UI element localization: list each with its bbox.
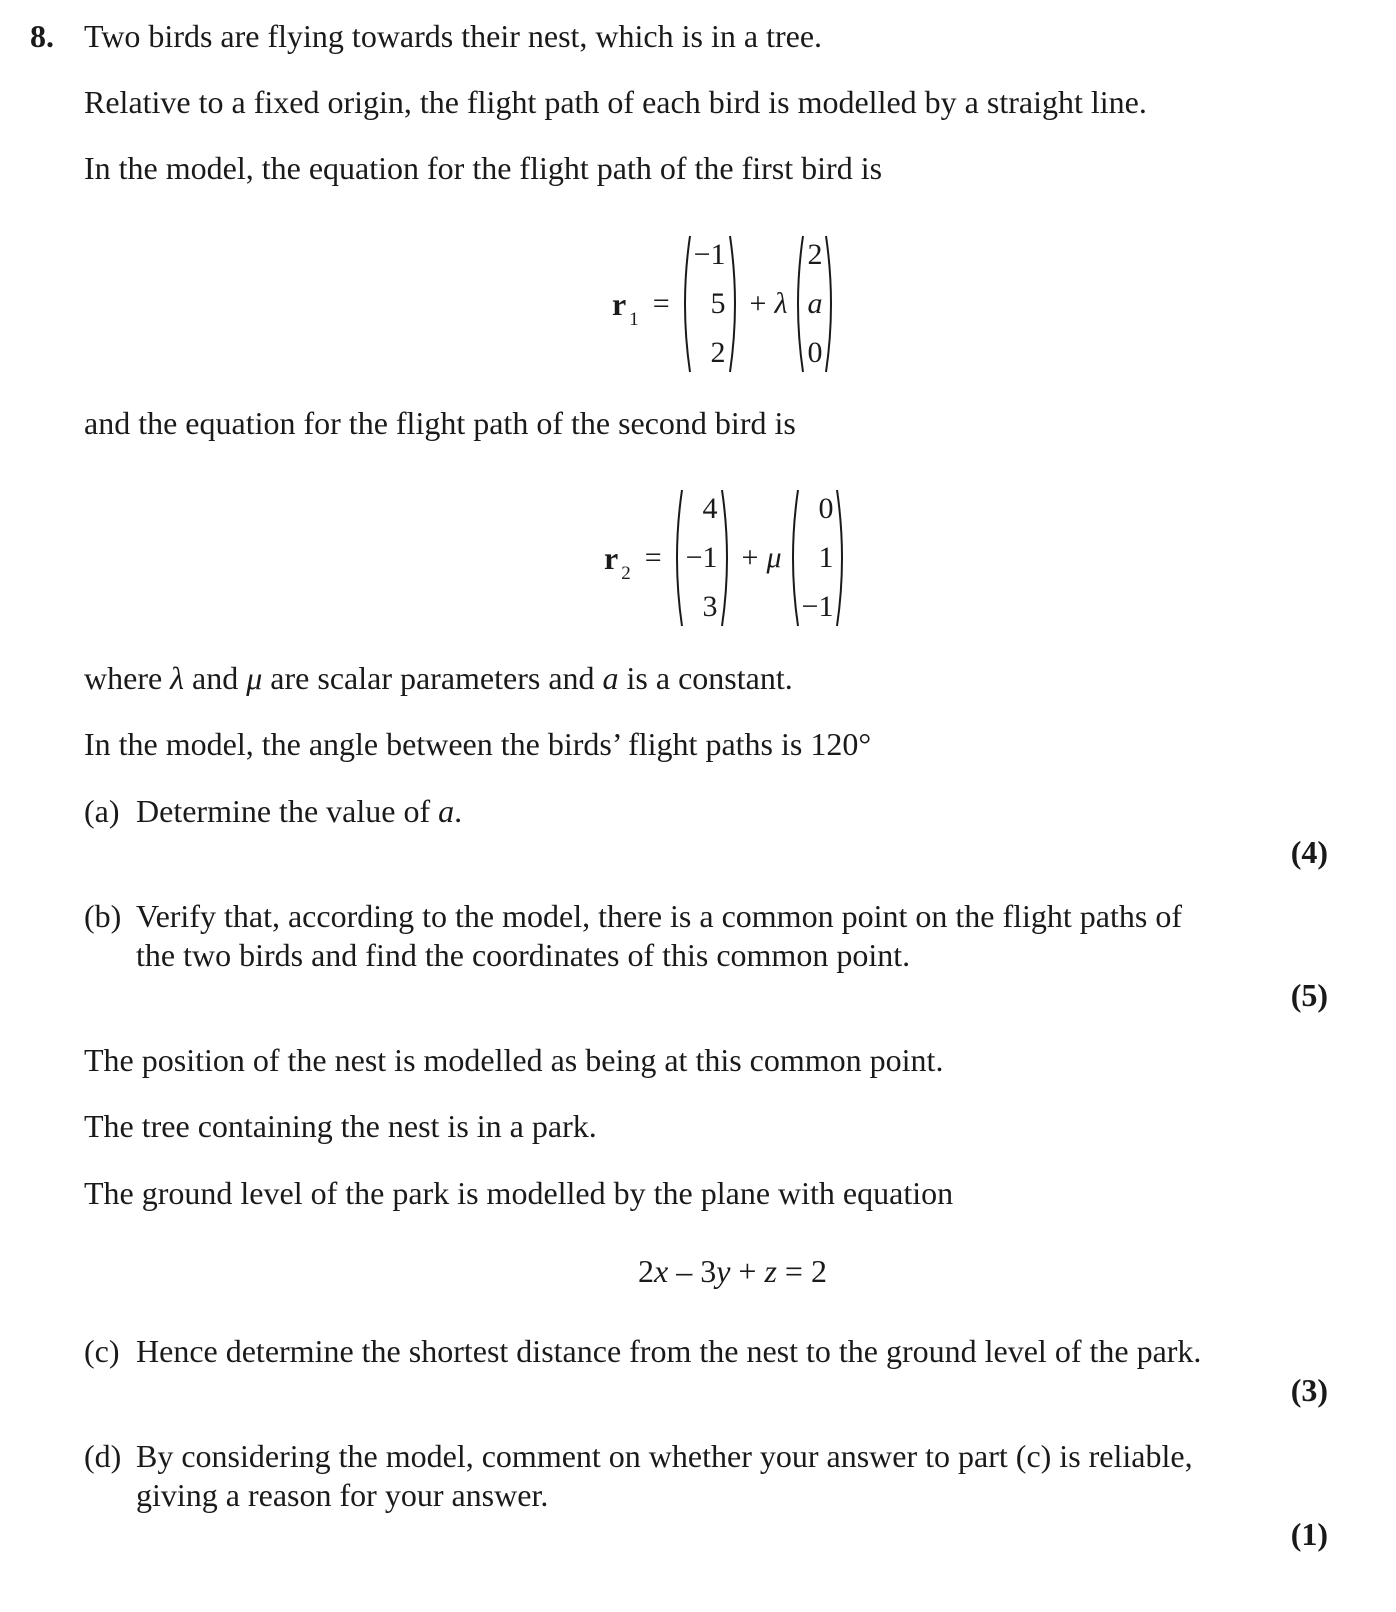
vector-component: 4 [702, 492, 718, 525]
vector-component: −1 [685, 541, 718, 574]
question-intro: Two birds are flying towards their nest, which is in a tree. [84, 18, 823, 54]
part-b-label: (b) [84, 898, 122, 934]
part-b-marks: (5) [1290, 977, 1328, 1013]
part-d-marks: (1) [1290, 1516, 1328, 1552]
vector-component: a [807, 287, 823, 320]
vector-component: 1 [818, 541, 834, 574]
model-description: Relative to a fixed origin, the flight path of each bird is modelled by a straight line. [84, 84, 1147, 120]
left-paren [786, 488, 800, 628]
part-a-text: Determine the value of a. [136, 793, 463, 829]
vector-component: 0 [807, 336, 823, 369]
right-paren [835, 488, 849, 628]
right-paren [728, 234, 742, 374]
plane-equation: 2x – 3y + z = 2 [638, 1253, 827, 1289]
right-paren [824, 234, 838, 374]
vector-component: 5 [710, 287, 726, 320]
part-d-text-line1: By considering the model, comment on whether your answer to part (c) is reliable, [136, 1438, 1193, 1474]
vector-subscript: 1 [629, 308, 639, 330]
vector-component: −1 [693, 238, 726, 271]
tree-location-statement: The tree containing the nest is in a park. [84, 1108, 597, 1144]
part-c-label: (c) [84, 1333, 120, 1369]
nest-position-statement: The position of the nest is modelled as being at this common point. [84, 1042, 944, 1078]
equals-sign: = [644, 541, 662, 574]
plus-sign: + [749, 287, 767, 320]
equation-second-bird [604, 488, 849, 628]
mu-parameter: μ [766, 541, 782, 574]
first-bird-intro: In the model, the equation for the flight path of the first bird is [84, 150, 883, 186]
part-b-text-line2: the two birds and find the coordinates of this common point. [136, 937, 911, 973]
vector-r-symbol: r [604, 539, 619, 576]
part-d-text-line2: giving a reason for your answer. [136, 1477, 549, 1513]
equation-first-bird [612, 234, 838, 374]
vector-r-symbol: r [612, 285, 627, 322]
vector-component: 2 [807, 238, 823, 271]
position-vector [678, 234, 742, 374]
question-number: 8. [30, 18, 54, 54]
parameter-definition: where λ and μ are scalar parameters and a is a constant. [84, 660, 793, 696]
position-vector [670, 488, 734, 628]
lambda-parameter: λ [774, 287, 788, 320]
plane-intro: The ground level of the park is modelled by the plane with equation [84, 1175, 954, 1211]
vector-subscript: 2 [621, 562, 631, 584]
plus-sign: + [741, 541, 759, 574]
vector-component: 0 [818, 492, 834, 525]
vector-component: 3 [702, 590, 718, 623]
part-c-marks: (3) [1290, 1372, 1328, 1408]
right-paren [720, 488, 734, 628]
part-c-text: Hence determine the shortest distance from the nest to the ground level of the park. [136, 1333, 1202, 1369]
left-paren [678, 234, 692, 374]
left-paren [791, 234, 805, 374]
equals-sign: = [652, 287, 670, 320]
angle-statement: In the model, the angle between the birds’ flight paths is 120° [84, 726, 872, 762]
direction-vector [786, 488, 850, 628]
part-d-label: (d) [84, 1438, 122, 1474]
part-a-marks: (4) [1290, 834, 1328, 870]
part-a-label: (a) [84, 793, 120, 829]
second-bird-intro: and the equation for the flight path of the second bird is [84, 405, 796, 441]
left-paren [670, 488, 684, 628]
vector-component: 2 [710, 336, 726, 369]
direction-vector [791, 234, 838, 374]
part-b-text-line1: Verify that, according to the model, there is a common point on the flight paths of [136, 898, 1182, 934]
vector-component: −1 [801, 590, 834, 623]
